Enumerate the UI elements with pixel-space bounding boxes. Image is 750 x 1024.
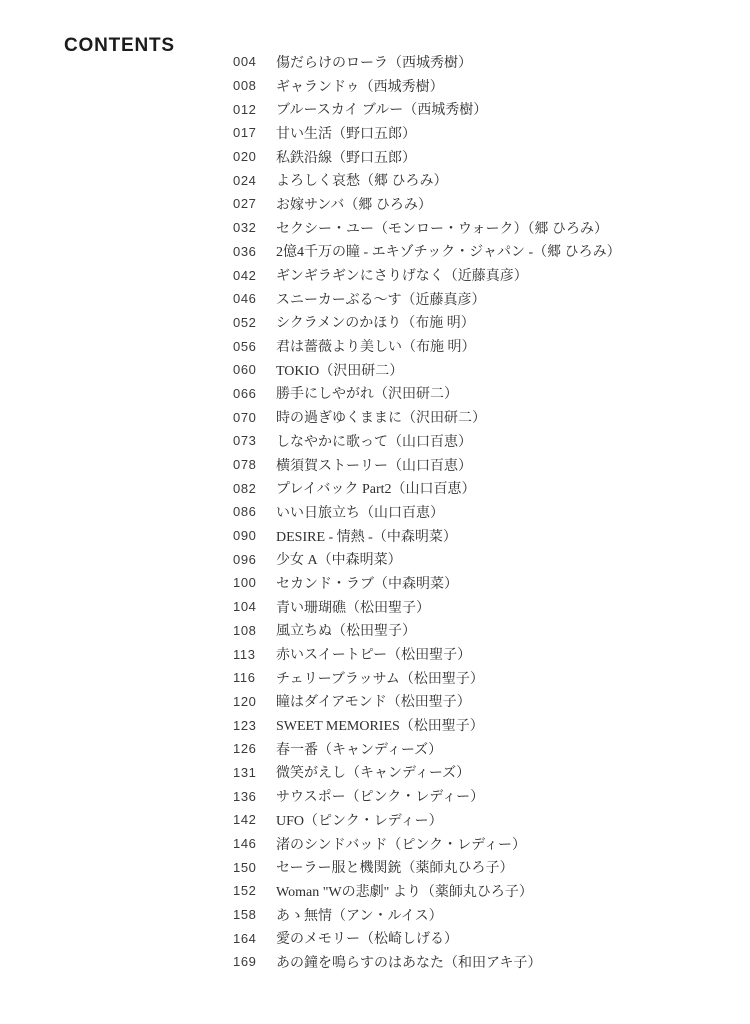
toc-song-title: しなやかに歌って（山口百恵） — [276, 434, 472, 450]
toc-entry — [233, 879, 621, 903]
toc-entry — [233, 476, 621, 500]
toc-page-number: 032 — [233, 220, 257, 236]
toc-entry — [233, 358, 621, 382]
toc-page-number: 073 — [233, 433, 257, 449]
toc-song-title: ギンギラギンにさりげなく（近藤真彦） — [276, 269, 528, 285]
toc-page-number: 066 — [233, 385, 257, 401]
toc-page-number: 056 — [233, 338, 257, 354]
toc-song-title: サウスポー（ピンク・レディー） — [276, 790, 485, 806]
toc-page-number: 070 — [233, 409, 257, 425]
toc-song-title: 時の過ぎゆくままに（沢田研二） — [276, 411, 486, 427]
toc-entry — [233, 216, 621, 240]
toc-page-number: 150 — [233, 859, 257, 875]
toc-page-number: 008 — [233, 78, 257, 94]
toc-entry — [233, 903, 621, 927]
toc-entry — [233, 121, 621, 145]
toc-entry — [233, 168, 621, 192]
toc-page-number: 004 — [233, 54, 257, 70]
toc-page-number: 027 — [233, 196, 257, 212]
toc-song-title: 少女 A（中森明菜） — [276, 553, 402, 569]
toc-song-title: 春一番（キャンディーズ） — [276, 742, 443, 758]
toc-entry — [233, 240, 621, 264]
toc-entry — [233, 500, 621, 524]
toc-page-number: 060 — [233, 362, 257, 378]
toc-page-number: 036 — [233, 243, 257, 259]
toc-page-number: 113 — [233, 646, 256, 662]
toc-entry — [233, 145, 621, 169]
toc-page-number: 042 — [233, 267, 257, 283]
toc-entry — [233, 547, 621, 571]
toc-page-number: 169 — [233, 954, 257, 970]
toc-entry — [233, 926, 621, 950]
toc-song-title: ブルースカイ ブルー（西城秀樹） — [276, 103, 488, 119]
toc-page-number: 104 — [233, 599, 257, 615]
toc-page-number: 142 — [233, 812, 257, 828]
toc-song-title: 甘い生活（野口五郎） — [276, 126, 416, 142]
toc-song-title: DESIRE - 情熱 -（中森明菜） — [276, 529, 457, 545]
toc-entry — [233, 737, 621, 761]
toc-song-title: チェリーブラッサム（松田聖子） — [276, 671, 484, 687]
toc-entry — [233, 832, 621, 856]
toc-entry — [233, 950, 621, 974]
toc-song-title: 傷だらけのローラ（西城秀樹） — [276, 55, 472, 71]
toc-entry — [233, 382, 621, 406]
toc-song-title: セクシー・ユー（モンロー・ウォーク）（郷 ひろみ） — [276, 221, 608, 237]
toc-entry — [233, 642, 621, 666]
toc-song-title: 勝手にしやがれ（沢田研二） — [276, 387, 458, 403]
toc-song-title: UFO（ピンク・レディー） — [276, 813, 443, 829]
toc-page-number: 024 — [233, 172, 257, 188]
toc-list — [233, 50, 621, 974]
toc-entry — [233, 595, 621, 619]
toc-song-title: 愛のメモリー（松崎しげる） — [276, 932, 458, 948]
toc-song-title: シクラメンのかほり（布施 明） — [276, 316, 475, 332]
toc-entry — [233, 571, 621, 595]
toc-page-number: 158 — [233, 907, 257, 923]
toc-entry — [233, 97, 621, 121]
toc-entry — [233, 690, 621, 714]
toc-song-title: 渚のシンドバッド（ピンク・レディー） — [276, 837, 526, 853]
toc-entry — [233, 334, 621, 358]
toc-song-title: SWEET MEMORIES（松田聖子） — [276, 719, 484, 735]
toc-entry — [233, 619, 621, 643]
toc-page-number: 086 — [233, 504, 257, 520]
toc-page-number: 052 — [233, 314, 257, 330]
toc-song-title: 青い珊瑚礁（松田聖子） — [276, 600, 430, 616]
toc-page-number: 131 — [233, 764, 257, 780]
toc-entry — [233, 761, 621, 785]
toc-song-title: スニーカーぶる～す（近藤真彦） — [276, 292, 486, 308]
toc-song-title: セカンド・ラブ（中森明菜） — [276, 576, 458, 592]
toc-page-number: 046 — [233, 291, 257, 307]
toc-song-title: TOKIO（沢田研二） — [276, 363, 404, 379]
toc-song-title: 風立ちぬ（松田聖子） — [276, 624, 416, 640]
toc-song-title: 赤いスイートピー（松田聖子） — [276, 648, 472, 664]
toc-entry — [233, 263, 621, 287]
toc-page-number: 126 — [233, 741, 257, 757]
toc-song-title: ギャランドゥ（西城秀樹） — [276, 79, 444, 95]
toc-page-number: 152 — [233, 883, 257, 899]
toc-page-number: 116 — [233, 670, 256, 686]
toc-entry — [233, 855, 621, 879]
toc-page-number: 020 — [233, 149, 257, 165]
toc-page-number: 096 — [233, 551, 257, 567]
toc-entry — [233, 74, 621, 98]
toc-page-number: 164 — [233, 930, 257, 946]
toc-entry — [233, 784, 621, 808]
toc-entry — [233, 192, 621, 216]
toc-entry — [233, 808, 621, 832]
toc-page-number: 078 — [233, 457, 257, 473]
toc-page-number: 082 — [233, 480, 257, 496]
toc-entry — [233, 50, 621, 74]
toc-song-title: 微笑がえし（キャンディーズ） — [276, 766, 471, 782]
toc-song-title: よろしく哀愁（郷 ひろみ） — [276, 174, 448, 190]
toc-entry — [233, 287, 621, 311]
toc-song-title: 横須賀ストーリー（山口百恵） — [276, 458, 472, 474]
toc-song-title: 私鉄沿線（野口五郎） — [276, 150, 416, 166]
toc-song-title: 瞳はダイアモンド（松田聖子） — [276, 695, 471, 711]
toc-page-number: 012 — [233, 101, 257, 117]
toc-page-number: 090 — [233, 528, 257, 544]
toc-entry — [233, 429, 621, 453]
toc-page-number: 017 — [233, 125, 257, 141]
toc-page-number: 120 — [233, 693, 257, 709]
toc-song-title: いい日旅立ち（山口百恵） — [276, 505, 444, 521]
toc-song-title: プレイバック Part2（山口百恵） — [276, 482, 476, 498]
toc-entry — [233, 713, 621, 737]
toc-song-title: あゝ無情（アン・ルイス） — [276, 908, 443, 924]
toc-page-number: 108 — [233, 622, 257, 638]
toc-song-title: 君は薔薇より美しい（布施 明） — [276, 340, 476, 356]
toc-entry — [233, 405, 621, 429]
toc-entry — [233, 311, 621, 335]
toc-song-title: あの鐘を鳴らすのはあなた（和田アキ子） — [276, 955, 542, 971]
toc-song-title: お嫁サンバ（郷 ひろみ） — [276, 197, 432, 213]
toc-page-number: 100 — [233, 575, 257, 591]
toc-entry — [233, 666, 621, 690]
toc-song-title: Woman "Wの悲劇" より（薬師丸ひろ子） — [276, 884, 533, 900]
toc-page-number: 136 — [233, 788, 257, 804]
toc-page-number: 123 — [233, 717, 257, 733]
toc-page-number: 146 — [233, 836, 257, 852]
toc-entry — [233, 524, 621, 548]
toc-entry — [233, 453, 621, 477]
toc-song-title: セーラー服と機関銃（薬師丸ひろ子） — [276, 861, 514, 877]
toc-song-title: 2億4千万の瞳 - エキゾチック・ジャパン -（郷 ひろみ） — [276, 245, 621, 261]
page-title: CONTENTS — [64, 35, 175, 56]
